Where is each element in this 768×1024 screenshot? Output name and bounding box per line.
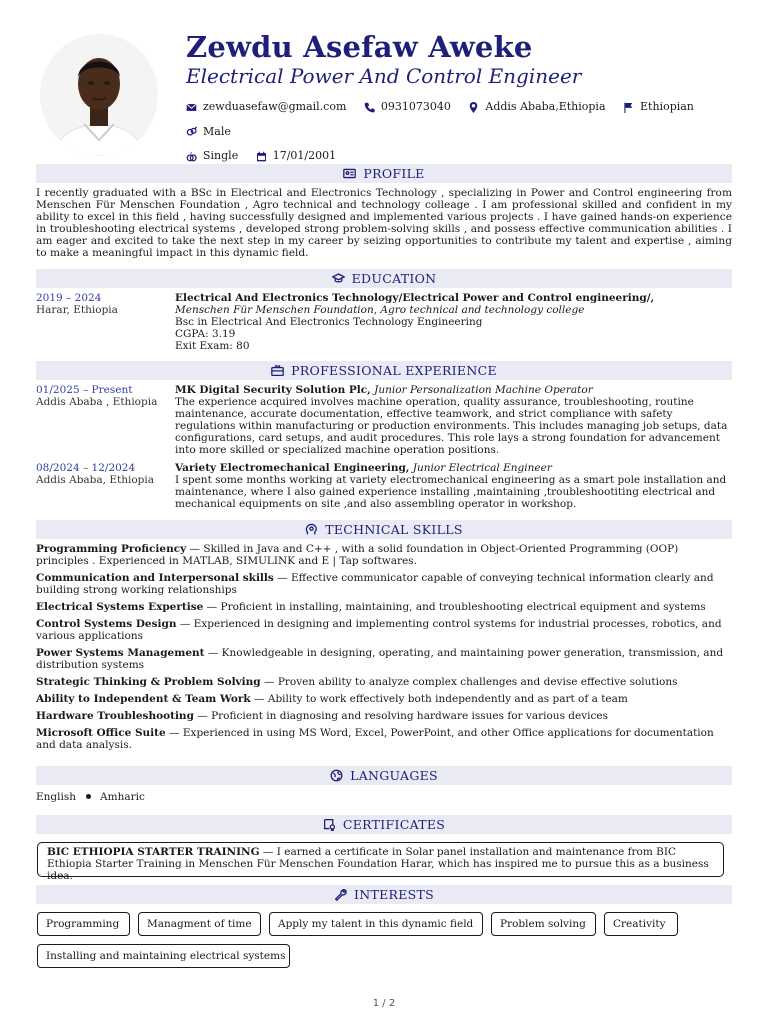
skill-name: Microsoft Office Suite — [36, 727, 166, 739]
section-header-languages — [36, 766, 732, 785]
experience-meta — [36, 384, 171, 408]
contact-text: Ethiopian — [640, 100, 694, 113]
phone-icon — [364, 102, 375, 113]
experience-location: Addis Ababa , Ethiopia — [36, 396, 158, 408]
skill-name: Communication and Interpersonal skills — [36, 572, 274, 584]
section-header-education — [36, 269, 732, 288]
interest-tag: Programming — [37, 912, 130, 936]
skill-name: Control Systems Design — [36, 618, 177, 630]
skill-item — [36, 727, 732, 751]
globe-icon — [330, 769, 343, 782]
gender-icon — [186, 126, 197, 137]
head-gear-icon — [305, 523, 318, 536]
rings-icon — [186, 151, 197, 162]
certificate-description: — I earned a certificate in Solar panel installation and maintenance from BIC Ethiopia Starter Training in Menschen Für Menschen Foundation Harar, which has inspired me to pursue this as a business idea. — [47, 846, 709, 882]
experience-details — [175, 384, 732, 456]
skill-description: — Effective communicator capable of conveying technical information clearly and building strong working relationships — [36, 572, 714, 596]
skill-name: Power Systems Management — [36, 647, 205, 659]
section-title: INTERESTS — [353, 887, 435, 902]
skill-description: — Ability to work effectively both independently and as part of a team — [250, 693, 628, 705]
envelope-icon — [186, 102, 197, 113]
location-pin-icon — [468, 102, 479, 113]
experience-dates: 01/2025 – Present — [36, 384, 133, 396]
skill-item — [36, 572, 732, 596]
skill-description: — Proficient in installing, maintaining, and troubleshooting electrical equipment and systems — [203, 601, 706, 613]
section-title: LANGUAGES — [350, 768, 438, 783]
education-line: CGPA: 3.19 — [175, 328, 236, 340]
skill-item — [36, 647, 732, 671]
contact-list — [186, 96, 746, 170]
education-details — [175, 292, 732, 352]
education-institution: Menschen Für Menschen Foundation, Agro technical and technology college — [175, 304, 585, 316]
skill-name: Ability to Independent & Team Work — [36, 693, 251, 705]
page-number: 1 / 2 — [372, 998, 396, 1009]
section-header-experience — [36, 361, 732, 380]
interest-tag: Installing and maintaining electrical systems — [37, 944, 290, 968]
skill-name: Electrical Systems Expertise — [36, 601, 204, 613]
contact-nationality — [623, 96, 694, 118]
contact-text: Single — [203, 149, 239, 162]
experience-description: I spent some months working at variety electromechanical engineering as a smart pole installation and maintenance, where I also gained experience installing ,maintaining ,troubleshootiting electrical and mechanical equipments on site ,and also assembling operator in workshop. — [175, 474, 727, 510]
job-title: Electrical Power And Control Engineer — [186, 64, 582, 88]
education-dates: 2019 – 2024 — [36, 292, 102, 304]
experience-location: Addis Ababa, Ethiopia — [36, 474, 154, 486]
candidate-name: Zewdu Asefaw Aweke — [186, 30, 533, 64]
id-card-icon — [343, 167, 356, 180]
graduation-cap-icon — [332, 272, 345, 285]
bullet-separator — [86, 794, 91, 799]
briefcase-icon — [271, 364, 284, 377]
section-title: PROFESSIONAL EXPERIENCE — [291, 363, 497, 378]
section-title: TECHNICAL SKILLS — [325, 522, 463, 537]
interest-tag: Problem solving — [491, 912, 596, 936]
languages-list — [36, 791, 145, 803]
education-meta — [36, 292, 171, 316]
contact-text: zewduasefaw@gmail.com — [203, 100, 347, 113]
interest-tag: Apply my talent in this dynamic field — [269, 912, 483, 936]
experience-company: MK Digital Security Solution Plc, — [175, 384, 371, 396]
experience-dates: 08/2024 – 12/2024 — [36, 462, 136, 474]
interest-tag: Creativity — [604, 912, 678, 936]
contact-phone[interactable] — [364, 96, 451, 118]
section-header-certificates — [36, 815, 732, 834]
contact-text: 17/01/2001 — [272, 149, 337, 162]
language-item: English — [36, 791, 77, 803]
skill-item — [36, 618, 732, 642]
skill-item — [36, 693, 732, 705]
education-location: Harar, Ethiopia — [36, 304, 118, 316]
interest-tag: Managment of time — [138, 912, 261, 936]
calendar-icon — [256, 151, 267, 162]
language-item: Amharic — [100, 791, 145, 803]
contact-email[interactable] — [186, 96, 346, 118]
skill-item — [36, 676, 732, 688]
section-header-skills — [36, 520, 732, 539]
skill-item — [36, 543, 732, 567]
education-degree: Electrical And Electronics Technology/Electrical Power and Control engineering/, — [175, 292, 655, 304]
skill-description: — Skilled in Java and C++ , with a solid foundation in Object-Oriented Programming (OOP) principles . Experienced in MATLAB, SIMULINK and E | Tap softwares. — [36, 543, 679, 567]
profile-photo — [40, 34, 158, 156]
section-title: PROFILE — [363, 166, 425, 181]
education-line: Exit Exam: 80 — [175, 340, 250, 352]
skill-item — [36, 710, 732, 722]
experience-details — [175, 462, 732, 510]
experience-role: Junior Electrical Engineer — [412, 462, 552, 474]
section-title: CERTIFICATES — [342, 817, 446, 832]
contact-text: Male — [203, 124, 231, 138]
experience-meta — [36, 462, 171, 486]
skill-name: Hardware Troubleshooting — [36, 710, 194, 722]
section-title: EDUCATION — [351, 271, 437, 286]
profile-summary: I recently graduated with a BSc in Electrical and Electronics Technology , specializing in Power and Control engineering from Menschen Für Menschen Foundation , Agro technical and technology colleage . I am professional skilled and confident in my ability to excel in this field , having successfully designed and implemented various projects . I have gained hands-on experience in troubleshooting electrical systems , developed strong problem-solving skills , and possess effective communication abilities . I am eager and excited to take the next step in my career by seizing opportunities to contribute my talent and expertise , aiming to make a meaningful impact in this dynamic field. — [36, 187, 732, 259]
skill-description: — Proven ability to analyze complex challenges and devise effective solutions — [260, 676, 678, 688]
contact-text: 0931073040 — [380, 100, 451, 113]
skill-name: Programming Proficiency — [36, 543, 187, 555]
certificate-icon — [323, 818, 336, 831]
section-header-interests — [36, 885, 732, 904]
skill-description: — Proficient in diagnosing and resolving hardware issues for various devices — [193, 710, 608, 722]
flag-icon — [623, 102, 634, 113]
skill-description: — Experienced in using MS Word, Excel, PowerPoint, and other Office applications for documentation and data analysis. — [36, 727, 714, 751]
education-line: Bsc in Electrical And Electronics Technology Engineering — [175, 316, 483, 328]
skill-description: — Experienced in designing and implementing control systems for industrial processes, robotics, and various applications — [36, 618, 722, 642]
skill-description: — Knowledgeable in designing, operating, and maintaining power generation, transmission, and distribution systems — [36, 647, 724, 671]
contact-location — [468, 96, 605, 118]
certificate-card — [37, 842, 724, 882]
skills-list — [36, 543, 732, 756]
contact-text: Addis Ababa,Ethiopia — [485, 100, 606, 113]
experience-description: The experience acquired involves machine operation, quality assurance, troubleshooting, routine maintenance, accurate documentation, effective teamwork, and strict compliance with safety regulations within manufacturing or production environments. This includes managing job setups, data configurations, card setups, and audit procedures. This role lays a strong foundation for advancement into more skilled or specialized machine operation positions. — [175, 396, 728, 456]
contact-gender — [186, 121, 231, 143]
certificate-title: BIC ETHIOPIA STARTER TRAINING — [47, 846, 260, 858]
section-header-profile — [36, 164, 732, 183]
skill-name: Strategic Thinking & Problem Solving — [36, 676, 261, 688]
experience-company: Variety Electromechanical Engineering, — [175, 462, 410, 474]
wrench-icon — [334, 888, 347, 901]
skill-item — [36, 601, 732, 613]
experience-role: Junior Personalization Machine Operator — [374, 384, 593, 396]
